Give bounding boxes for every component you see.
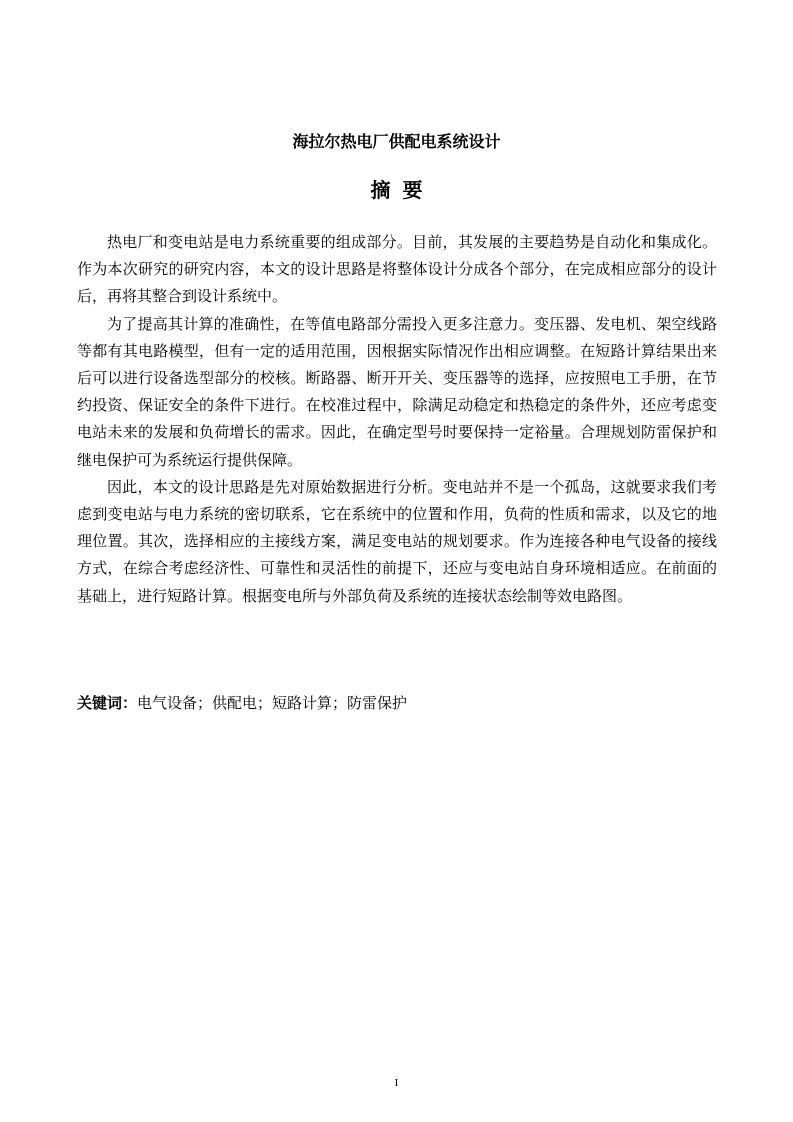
- abstract-paragraph-3: 因此，本文的设计思路是先对原始数据进行分析。变电站并不是一个孤岛，这就要求我们考虑到变电站与电力系统的密切联系，它在系统中的位置和作用，负荷的性质和需求，以及它的地理位置。其次，选择相应的主接线方案，满足变电站的规划要求。作为连接各种电气设备的接线方式，在综合考虑经济性、可靠性和灵活性的前提下，还应与变电站自身环境相适应。在前面的基础上，进行短路计算。根据变电所与外部负荷及系统的连接状态绘制等效电路图。: [77, 477, 717, 605]
- keywords-line: [77, 691, 717, 715]
- page-number: I: [394, 1077, 399, 1089]
- abstract-heading: 摘要: [370, 178, 435, 202]
- abstract-body: [77, 229, 717, 610]
- document-title: 海拉尔热电厂供配电系统设计: [292, 132, 501, 151]
- keywords-label: 关键词：: [77, 694, 138, 712]
- abstract-paragraph-2: 为了提高其计算的准确性，在等值电路部分需投入更多注意力。变压器、发电机、架空线路等都有其电路模型，但有一定的适用范围，因根据实际情况作出相应调整。在短路计算结果出来后可以进行设备选型部分的校核。断路器、断开开关、变压器等的选择，应按照电工手册，在节约投资、保证安全的条件下进行。在校准过程中，除满足动稳定和热稳定的条件外，还应考虑变电站未来的发展和负荷增长的需求。因此，在确定型号时要保持一定裕量。合理规划防雷保护和继电保护可为系统运行提供保障。: [77, 314, 717, 469]
- keywords-list: 电气设备；供配电；短路计算；防雷保护: [137, 694, 408, 712]
- abstract-paragraph-1: 热电厂和变电站是电力系统重要的组成部分。目前，其发展的主要趋势是自动化和集成化。作为本次研究的研究内容，本文的设计思路是将整体设计分成各个部分，在完成相应部分的设计后，再将其整合到设计系统中。: [77, 233, 717, 306]
